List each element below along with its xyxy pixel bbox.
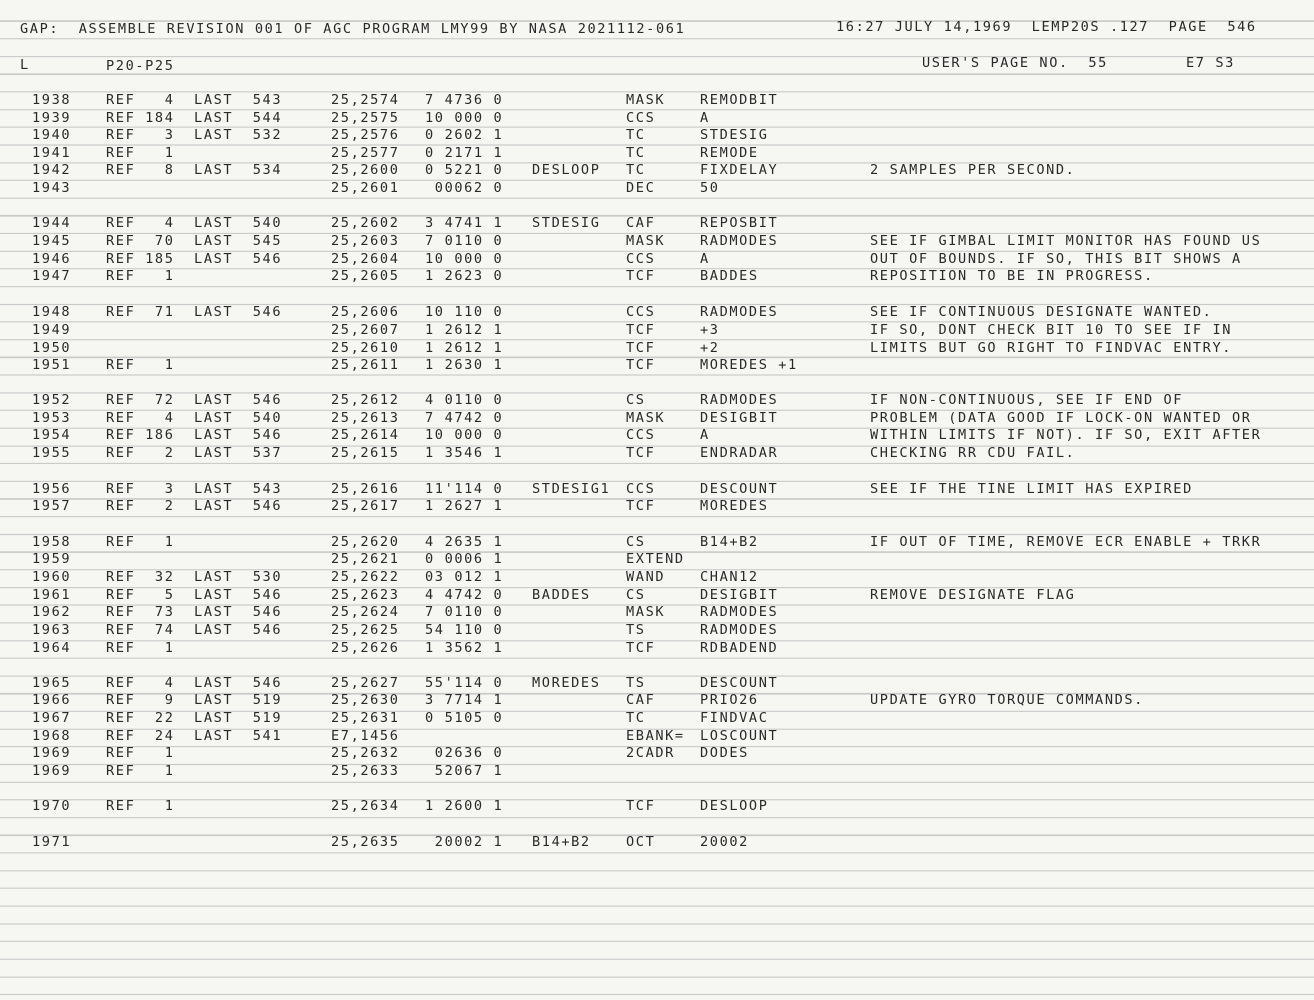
listing-row <box>0 127 1314 144</box>
operand: DESCOUNT <box>700 481 779 497</box>
address: 25,2621 <box>331 551 400 567</box>
ref-info: REF 22 LAST 519 <box>106 710 283 726</box>
opcode: TS <box>626 622 646 638</box>
octal-code: 3 4741 1 <box>425 215 504 231</box>
octal-code: 00062 0 <box>425 180 504 196</box>
listing-row <box>0 180 1314 197</box>
octal-code: 4 2635 1 <box>425 534 504 550</box>
octal-code: 1 2612 1 <box>425 340 504 356</box>
operand: MOREDES <box>700 498 769 514</box>
address: 25,2577 <box>331 145 400 161</box>
operand: A <box>700 427 710 443</box>
comment: LIMITS BUT GO RIGHT TO FINDVAC ENTRY. <box>870 340 1233 356</box>
octal-code: 03 012 1 <box>425 569 504 585</box>
ref-info: REF 1 <box>106 268 175 284</box>
address: 25,2627 <box>331 675 400 691</box>
line-number: 1965 <box>32 675 72 691</box>
opcode: TS <box>626 675 646 691</box>
opcode: CCS <box>626 304 656 320</box>
user-page-number: USER'S PAGE NO. 55 <box>922 55 1108 71</box>
operand: RADMODES <box>700 304 779 320</box>
operand: DODES <box>700 745 749 761</box>
line-number: 1967 <box>32 710 72 726</box>
line-number: 1969 <box>32 763 72 779</box>
octal-code: 4 0110 0 <box>425 392 504 408</box>
opcode: TCF <box>626 268 656 284</box>
opcode: TC <box>626 145 646 161</box>
listing-row <box>0 268 1314 285</box>
address: 25,2604 <box>331 251 400 267</box>
address: 25,2602 <box>331 215 400 231</box>
ref-info: REF 2 LAST 537 <box>106 445 283 461</box>
operand: A <box>700 251 710 267</box>
symbol-label: STDESIG <box>532 215 601 231</box>
operand: A <box>700 110 710 126</box>
operand: +2 <box>700 340 720 356</box>
comment: 2 SAMPLES PER SECOND. <box>870 162 1076 178</box>
comment: OUT OF BOUNDS. IF SO, THIS BIT SHOWS A <box>870 251 1242 267</box>
operand: MOREDES +1 <box>700 357 798 373</box>
listing-row <box>0 534 1314 551</box>
line-number: 1955 <box>32 445 72 461</box>
octal-code: 4 4742 0 <box>425 587 504 603</box>
address: 25,2616 <box>331 481 400 497</box>
section-name: P20-P25 <box>106 58 175 74</box>
comment: REMOVE DESIGNATE FLAG <box>870 587 1076 603</box>
octal-code: 1 3546 1 <box>425 445 504 461</box>
line-number: 1946 <box>32 251 72 267</box>
operand: RADMODES <box>700 604 779 620</box>
ref-info: REF 3 LAST 543 <box>106 481 283 497</box>
operand: ENDRADAR <box>700 445 779 461</box>
line-number: 1970 <box>32 798 72 814</box>
operand: REPOSBIT <box>700 215 779 231</box>
address: E7,1456 <box>331 728 400 744</box>
opcode: MASK <box>626 410 666 426</box>
listing-row <box>0 692 1314 709</box>
octal-code: 20002 1 <box>425 834 504 850</box>
listing-row <box>0 304 1314 321</box>
comment: IF OUT OF TIME, REMOVE ECR ENABLE + TRKR <box>870 534 1262 550</box>
line-number: 1952 <box>32 392 72 408</box>
opcode: TC <box>626 162 646 178</box>
listing-row <box>0 604 1314 621</box>
ref-info: REF 1 <box>106 640 175 656</box>
listing-row <box>0 92 1314 109</box>
address: 25,2626 <box>331 640 400 656</box>
ref-info: REF 8 LAST 534 <box>106 162 283 178</box>
listing-row <box>0 215 1314 232</box>
opcode: CCS <box>626 427 656 443</box>
octal-code: 0 0006 1 <box>425 551 504 567</box>
opcode: TCF <box>626 445 656 461</box>
symbol-label: B14+B2 <box>532 834 591 850</box>
symbol-label: MOREDES <box>532 675 601 691</box>
operand: DESCOUNT <box>700 675 779 691</box>
comment: IF SO, DONT CHECK BIT 10 TO SEE IF IN <box>870 322 1233 338</box>
address: 25,2614 <box>331 427 400 443</box>
operand: LOSCOUNT <box>700 728 779 744</box>
listing-row <box>0 145 1314 162</box>
line-number: 1942 <box>32 162 72 178</box>
bank-code: E7 S3 <box>1186 55 1235 71</box>
opcode: TC <box>626 710 646 726</box>
operand: +3 <box>700 322 720 338</box>
address: 25,2600 <box>331 162 400 178</box>
operand: BADDES <box>700 268 759 284</box>
opcode: TCF <box>626 498 656 514</box>
octal-code: 7 4742 0 <box>425 410 504 426</box>
listing-row <box>0 745 1314 762</box>
ref-info: REF 1 <box>106 145 175 161</box>
opcode: CCS <box>626 481 656 497</box>
header-timestamp: 16:27 JULY 14,1969 LEMP20S .127 PAGE 546 <box>836 19 1257 35</box>
listing-row <box>0 251 1314 268</box>
opcode: TCF <box>626 640 656 656</box>
line-number: 1947 <box>32 268 72 284</box>
listing-row <box>0 410 1314 427</box>
operand: FINDVAC <box>700 710 769 726</box>
address: 25,2632 <box>331 745 400 761</box>
symbol-label: STDESIG1 <box>532 481 611 497</box>
listing-row <box>0 233 1314 250</box>
address: 25,2606 <box>331 304 400 320</box>
opcode: TCF <box>626 798 656 814</box>
listing-row <box>0 322 1314 339</box>
octal-code: 54 110 0 <box>425 622 504 638</box>
operand: DESIGBIT <box>700 410 779 426</box>
octal-code: 0 2171 1 <box>425 145 504 161</box>
line-number: 1958 <box>32 534 72 550</box>
operand: RADMODES <box>700 233 779 249</box>
line-number: 1959 <box>32 551 72 567</box>
octal-code: 52067 1 <box>425 763 504 779</box>
line-number: 1961 <box>32 587 72 603</box>
octal-code: 55'114 0 <box>425 675 504 691</box>
symbol-label: BADDES <box>532 587 591 603</box>
ref-info: REF 70 LAST 545 <box>106 233 283 249</box>
comment: SEE IF THE TINE LIMIT HAS EXPIRED <box>870 481 1193 497</box>
operand: STDESIG <box>700 127 769 143</box>
opcode: CS <box>626 534 646 550</box>
listing-row <box>0 640 1314 657</box>
listing-row <box>0 357 1314 374</box>
line-number: 1939 <box>32 110 72 126</box>
comment: REPOSITION TO BE IN PROGRESS. <box>870 268 1154 284</box>
octal-code: 10 000 0 <box>425 110 504 126</box>
octal-code: 1 2630 1 <box>425 357 504 373</box>
octal-code: 10 000 0 <box>425 427 504 443</box>
address: 25,2630 <box>331 692 400 708</box>
ref-info: REF 2 LAST 546 <box>106 498 283 514</box>
listing-row <box>0 569 1314 586</box>
octal-code: 10 110 0 <box>425 304 504 320</box>
comment: CHECKING RR CDU FAIL. <box>870 445 1076 461</box>
listing-row <box>0 551 1314 568</box>
operand: DESIGBIT <box>700 587 779 603</box>
ref-info: REF 72 LAST 546 <box>106 392 283 408</box>
operand: RDBADEND <box>700 640 779 656</box>
ref-info: REF 1 <box>106 357 175 373</box>
line-number: 1969 <box>32 745 72 761</box>
octal-code: 1 2600 1 <box>425 798 504 814</box>
address: 25,2574 <box>331 92 400 108</box>
address: 25,2624 <box>331 604 400 620</box>
listing-row <box>0 498 1314 515</box>
operand: RADMODES <box>700 622 779 638</box>
address: 25,2610 <box>331 340 400 356</box>
octal-code: 1 2612 1 <box>425 322 504 338</box>
line-number: 1948 <box>32 304 72 320</box>
opcode: TCF <box>626 340 656 356</box>
ref-info: REF 71 LAST 546 <box>106 304 283 320</box>
listing-row <box>0 728 1314 745</box>
octal-code: 0 2602 1 <box>425 127 504 143</box>
opcode: WAND <box>626 569 666 585</box>
listing-row <box>0 392 1314 409</box>
octal-code: 0 5221 0 <box>425 162 504 178</box>
octal-code: 1 3562 1 <box>425 640 504 656</box>
ref-info: REF 4 LAST 546 <box>106 675 283 691</box>
opcode: EBANK= <box>626 728 685 744</box>
address: 25,2601 <box>331 180 400 196</box>
listing-row <box>0 710 1314 727</box>
line-number: 1944 <box>32 215 72 231</box>
line-number: 1950 <box>32 340 72 356</box>
ref-info: REF 32 LAST 530 <box>106 569 283 585</box>
listing-row <box>0 481 1314 498</box>
comment: IF NON-CONTINUOUS, SEE IF END OF <box>870 392 1184 408</box>
opcode: MASK <box>626 92 666 108</box>
address: 25,2575 <box>331 110 400 126</box>
opcode: TCF <box>626 322 656 338</box>
opcode: CCS <box>626 251 656 267</box>
ref-info: REF 73 LAST 546 <box>106 604 283 620</box>
opcode: EXTEND <box>626 551 685 567</box>
listing-row <box>0 162 1314 179</box>
octal-code: 02636 0 <box>425 745 504 761</box>
listing-row <box>0 587 1314 604</box>
line-number: 1971 <box>32 834 72 850</box>
listing-row <box>0 427 1314 444</box>
ref-info: REF 1 <box>106 798 175 814</box>
comment: SEE IF CONTINUOUS DESIGNATE WANTED. <box>870 304 1213 320</box>
octal-code: 0 5105 0 <box>425 710 504 726</box>
address: 25,2622 <box>331 569 400 585</box>
operand: RADMODES <box>700 392 779 408</box>
line-number: 1968 <box>32 728 72 744</box>
ref-info: REF 1 <box>106 763 175 779</box>
address: 25,2635 <box>331 834 400 850</box>
line-number: 1956 <box>32 481 72 497</box>
address: 25,2603 <box>331 233 400 249</box>
octal-code: 7 0110 0 <box>425 233 504 249</box>
ref-info: REF 24 LAST 541 <box>106 728 283 744</box>
line-number: 1954 <box>32 427 72 443</box>
line-number: 1957 <box>32 498 72 514</box>
address: 25,2612 <box>331 392 400 408</box>
opcode: OCT <box>626 834 656 850</box>
address: 25,2615 <box>331 445 400 461</box>
listing-row <box>0 798 1314 815</box>
operand: 20002 <box>700 834 749 850</box>
opcode: MASK <box>626 604 666 620</box>
octal-code: 7 4736 0 <box>425 92 504 108</box>
listing-row <box>0 622 1314 639</box>
ref-info: REF 4 LAST 540 <box>106 410 283 426</box>
ref-info: REF 4 LAST 543 <box>106 92 283 108</box>
address: 25,2620 <box>331 534 400 550</box>
header-listing-type: L <box>20 57 30 73</box>
ref-info: REF 186 LAST 546 <box>106 427 283 443</box>
octal-code: 3 7714 1 <box>425 692 504 708</box>
ref-info: REF 4 LAST 540 <box>106 215 283 231</box>
address: 25,2634 <box>331 798 400 814</box>
operand: CHAN12 <box>700 569 759 585</box>
ref-info: REF 1 <box>106 745 175 761</box>
address: 25,2623 <box>331 587 400 603</box>
opcode: 2CADR <box>626 745 675 761</box>
line-number: 1940 <box>32 127 72 143</box>
opcode: TC <box>626 127 646 143</box>
ref-info: REF 3 LAST 532 <box>106 127 283 143</box>
line-number: 1962 <box>32 604 72 620</box>
ref-info: REF 184 LAST 544 <box>106 110 283 126</box>
line-number: 1949 <box>32 322 72 338</box>
operand: DESLOOP <box>700 798 769 814</box>
listing-row <box>0 110 1314 127</box>
operand: FIXDELAY <box>700 162 779 178</box>
opcode: CAF <box>626 692 656 708</box>
listing-row <box>0 675 1314 692</box>
line-number: 1953 <box>32 410 72 426</box>
comment: WITHIN LIMITS IF NOT). IF SO, EXIT AFTER <box>870 427 1262 443</box>
operand: REMODE <box>700 145 759 161</box>
line-number: 1941 <box>32 145 72 161</box>
line-number: 1943 <box>32 180 72 196</box>
ref-info: REF 5 LAST 546 <box>106 587 283 603</box>
line-number: 1966 <box>32 692 72 708</box>
operand: B14+B2 <box>700 534 759 550</box>
opcode: CS <box>626 587 646 603</box>
line-number: 1964 <box>32 640 72 656</box>
comment: SEE IF GIMBAL LIMIT MONITOR HAS FOUND US <box>870 233 1262 249</box>
octal-code: 1 2627 1 <box>425 498 504 514</box>
symbol-label: DESLOOP <box>532 162 601 178</box>
address: 25,2613 <box>331 410 400 426</box>
ref-info: REF 9 LAST 519 <box>106 692 283 708</box>
ref-info: REF 185 LAST 546 <box>106 251 283 267</box>
operand: REMODBIT <box>700 92 779 108</box>
address: 25,2631 <box>331 710 400 726</box>
address: 25,2633 <box>331 763 400 779</box>
address: 25,2605 <box>331 268 400 284</box>
address: 25,2611 <box>331 357 400 373</box>
octal-code: 7 0110 0 <box>425 604 504 620</box>
opcode: CS <box>626 392 646 408</box>
address: 25,2576 <box>331 127 400 143</box>
listing-row <box>0 340 1314 357</box>
octal-code: 11'114 0 <box>425 481 504 497</box>
opcode: MASK <box>626 233 666 249</box>
operand: 50 <box>700 180 720 196</box>
line-number: 1938 <box>32 92 72 108</box>
line-number: 1945 <box>32 233 72 249</box>
line-number: 1963 <box>32 622 72 638</box>
opcode: CAF <box>626 215 656 231</box>
line-number: 1960 <box>32 569 72 585</box>
listing-row <box>0 445 1314 462</box>
opcode: CCS <box>626 110 656 126</box>
opcode: DEC <box>626 180 656 196</box>
address: 25,2607 <box>331 322 400 338</box>
address: 25,2617 <box>331 498 400 514</box>
listing-row <box>0 763 1314 780</box>
octal-code: 10 000 0 <box>425 251 504 267</box>
address: 25,2625 <box>331 622 400 638</box>
ref-info: REF 1 <box>106 534 175 550</box>
line-number: 1951 <box>32 357 72 373</box>
octal-code: 1 2623 0 <box>425 268 504 284</box>
header-title: GAP: ASSEMBLE REVISION 001 OF AGC PROGRAM LMY99 BY NASA 2021112-061 <box>20 21 686 37</box>
ref-info: REF 74 LAST 546 <box>106 622 283 638</box>
comment: UPDATE GYRO TORQUE COMMANDS. <box>870 692 1144 708</box>
operand: PRIO26 <box>700 692 759 708</box>
opcode: TCF <box>626 357 656 373</box>
comment: PROBLEM (DATA GOOD IF LOCK-ON WANTED OR <box>870 410 1252 426</box>
listing-row <box>0 834 1314 851</box>
